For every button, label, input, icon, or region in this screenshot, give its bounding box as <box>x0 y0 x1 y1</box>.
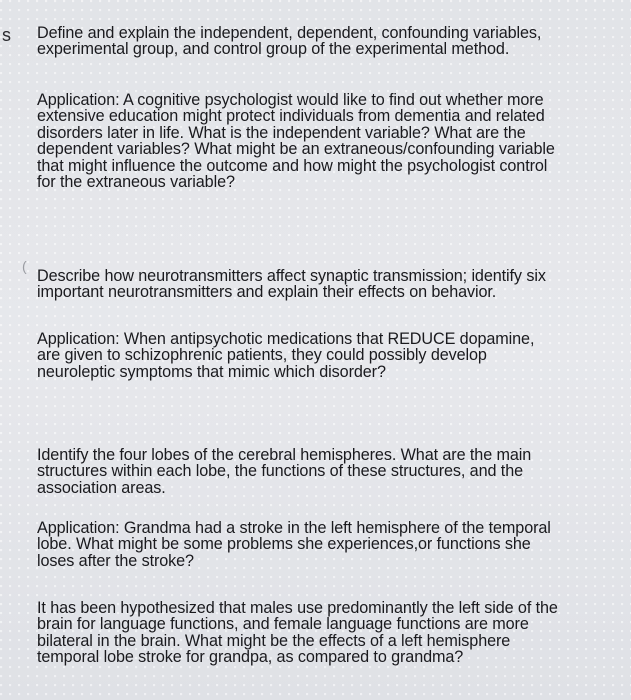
text-line: extensive education might protect individuals from dementia and related <box>37 107 545 126</box>
text-line: Application: When antipsychotic medications that REDUCE dopamine, <box>37 330 535 348</box>
question-3-application <box>37 520 617 569</box>
text-line: It has been hypothesized that males use predominantly the left side of the <box>37 599 558 617</box>
text-line: Describe how neurotransmitters affect synaptic transmission; identify six <box>37 267 546 285</box>
text-line: association areas. <box>37 478 166 497</box>
question-1-prompt <box>37 25 617 58</box>
text-line: are given to schizophrenic patients, they could possibly develop <box>37 346 487 365</box>
text-line: for the extraneous variable? <box>37 173 235 192</box>
text-line: Identify the four lobes of the cerebral hemispheres. What are the main <box>37 446 532 464</box>
text-line: disorders later in life. What is the independent variable? What are the <box>37 123 526 142</box>
text-line: important neurotransmitters and explain their effects on behavior. <box>37 283 497 302</box>
text-line: that might influence the outcome and how might the psychologist control <box>37 156 548 175</box>
text-line: experimental group, and control group of the experimental method. <box>37 40 510 59</box>
question-2-prompt <box>37 268 617 301</box>
text-line: lobe. What might be some problems she experiences,or functions she <box>37 535 531 554</box>
text-line: dependent variables? What might be an extraneous/confounding variable <box>37 140 555 159</box>
text-line: temporal lobe stroke for grandpa, as compared to grandma? <box>37 648 464 667</box>
question-3-prompt <box>37 447 617 496</box>
text-line: Application: A cognitive psychologist would like to find out whether more <box>37 91 544 109</box>
question-3-followup <box>37 600 617 666</box>
text-line: bilateral in the brain. What might be the effects of a left hemisphere <box>37 631 511 650</box>
text-line: Define and explain the independent, dependent, confounding variables, <box>37 24 542 42</box>
question-1-application <box>37 92 617 190</box>
text-line: structures within each lobe, the functions of these structures, and the <box>37 462 523 481</box>
question-2-application <box>37 331 617 380</box>
text-line: neuroleptic symptoms that mimic which disorder? <box>37 362 386 381</box>
text-line: Application: Grandma had a stroke in the left hemisphere of the temporal <box>37 519 551 537</box>
text-line: brain for language functions, and female language functions are more <box>37 615 529 634</box>
text-line: loses after the stroke? <box>37 551 194 570</box>
margin-mark-paren: ( <box>22 258 27 274</box>
margin-mark-s: s <box>2 25 11 45</box>
